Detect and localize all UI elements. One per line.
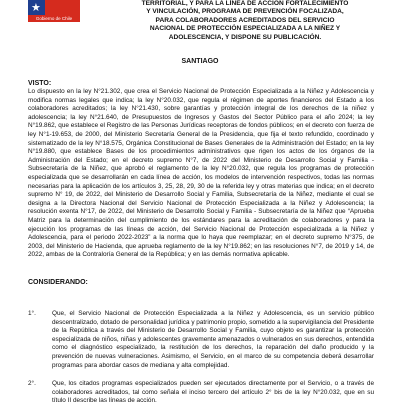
logo-caption: Gobierno de Chile [28, 15, 80, 22]
city-heading: SANTIAGO [181, 58, 219, 65]
item-number: 1°. [28, 310, 36, 317]
item-text: Que, el Servicio Nacional de Protección Especializada a la Niñez y Adolescencia, es un servicio público descentralizado, dotado de personalidad jurídica y patrimonio propio, sometido a la supervigilancia del Presidente de la República a través del Ministerio de Desarrollo Social y Familia, cuyo objeto es garantizar la protección especializada de niños, niñas y adolescentes gravemente amenazados o vulnerados en sus derechos, entendida como el diagnóstico especializado, la restitución de los derechos, la reparación del daño producido y la prevención de nuevas vulneraciones. Asimismo, el Servicio, en el marco de su competencia deberá desarrollar programas para abordar casos de mediana y alta complejidad. [52, 310, 374, 369]
item-number: 2°. [28, 380, 36, 387]
considerando-heading: CONSIDERANDO: [28, 279, 88, 286]
resolution-title: TERRITORIAL, Y PARA LA LÍNEA DE ACCIÓN FORTALECIMIENTO Y VINCULACIÓN, PROGRAMA DE PREVENCIÓN FOCALIZADA, PARA COLABORADORES ACREDITADOS DEL SERVICIO NACIONAL DE PROTECCIÓN ESPECIALIZADA A LA NIÑEZ Y ADOLESCENCIA, Y DISPONE SU PUBLICACIÓN. [141, 0, 349, 41]
visto-paragraph: Lo dispuesto en la ley N°21.302, que crea el Servicio Nacional de Protección Especializada a la Niñez y Adolescencia y modifica normas legales que indica; la ley N°20.032, que regula el régimen de aportes financieros del Estado a los colaboradores acreditados; la ley N°21.430, sobre garantías y protección integral de los derechos de la niñez y adolescencia; la ley N°21.640, de Presupuestos de Ingresos y Gastos del Sector Público para el año 2024; la ley N°19.862, que establece el Registro de las Personas Jurídicas receptoras de fondos públicos; en el decreto con fuerza de ley N°1-19.653, de 2000, del Ministerio Secretaría General de la Presidencia, que fija el texto refundido, coordinado y sistematizado de la ley N°18.575, Orgánica Constitucional de Bases Generales de la Administración del Estado; en la ley N°19.880, que establece Bases de los procedimientos administrativos que rigen los actos de los órganos de la Administración del Estado; en el decreto supremo N°7, de 2022 del Ministerio de Desarrollo Social y Familia - Subsecretaría de la Niñez, que aprobó el reglamento de la ley N°20.032, que regula los programas de protección especializada que se desarrollarán en cada línea de acción, los modelos de intervención respectivos, todas las normas necesarias para la aplicación de los artículos 3, 25, 28, 29, 30 de la referida ley y otras materias que indica; en el decreto supremo N° 19, de 2022, del Ministerio de Desarrollo Social y Familia, Subsecretaría de la Niñez, mediante el cual se designa a la Directora Nacional del Servicio Nacional de Protección Especializada a la Niñez y Adolescencia; la resolución exenta N°17, de 2022, del Ministerio de Desarrollo Social y Familia - Subsecretaría de la Niñez que “Aprueba Matriz para la determinación del cumplimiento de los estándares para la acreditación de colaboradores y para la ejecución los programas de las líneas de acción, del Servicio Nacional de Protección especializada a la Niñez y Adolescencia, para el periodo 2022-2023” a la norma que lo haya que reemplazar; en el decreto supremo N°375, de 2003, del Ministerio de Hacienda, que aprueba reglamento de la ley N°19.862; en las resoluciones N°7, de 2019 y 14, de 2022, ambas de la Contraloría General de la República; y en las demás normativa aplicable. [28, 88, 374, 259]
government-logo [28, 0, 80, 22]
item-text: Que, los citados programas especializados pueden ser ejecutados directamente por el Servicio, o a través de colaboradores acreditados, tal como señala el inciso tercero del artículo 2° bis de la ley N°20.032, que en su título II describe las líneas de acción. [52, 380, 374, 405]
visto-heading: VISTO: [28, 80, 52, 87]
chilean-flag-icon: ★ [28, 0, 80, 16]
